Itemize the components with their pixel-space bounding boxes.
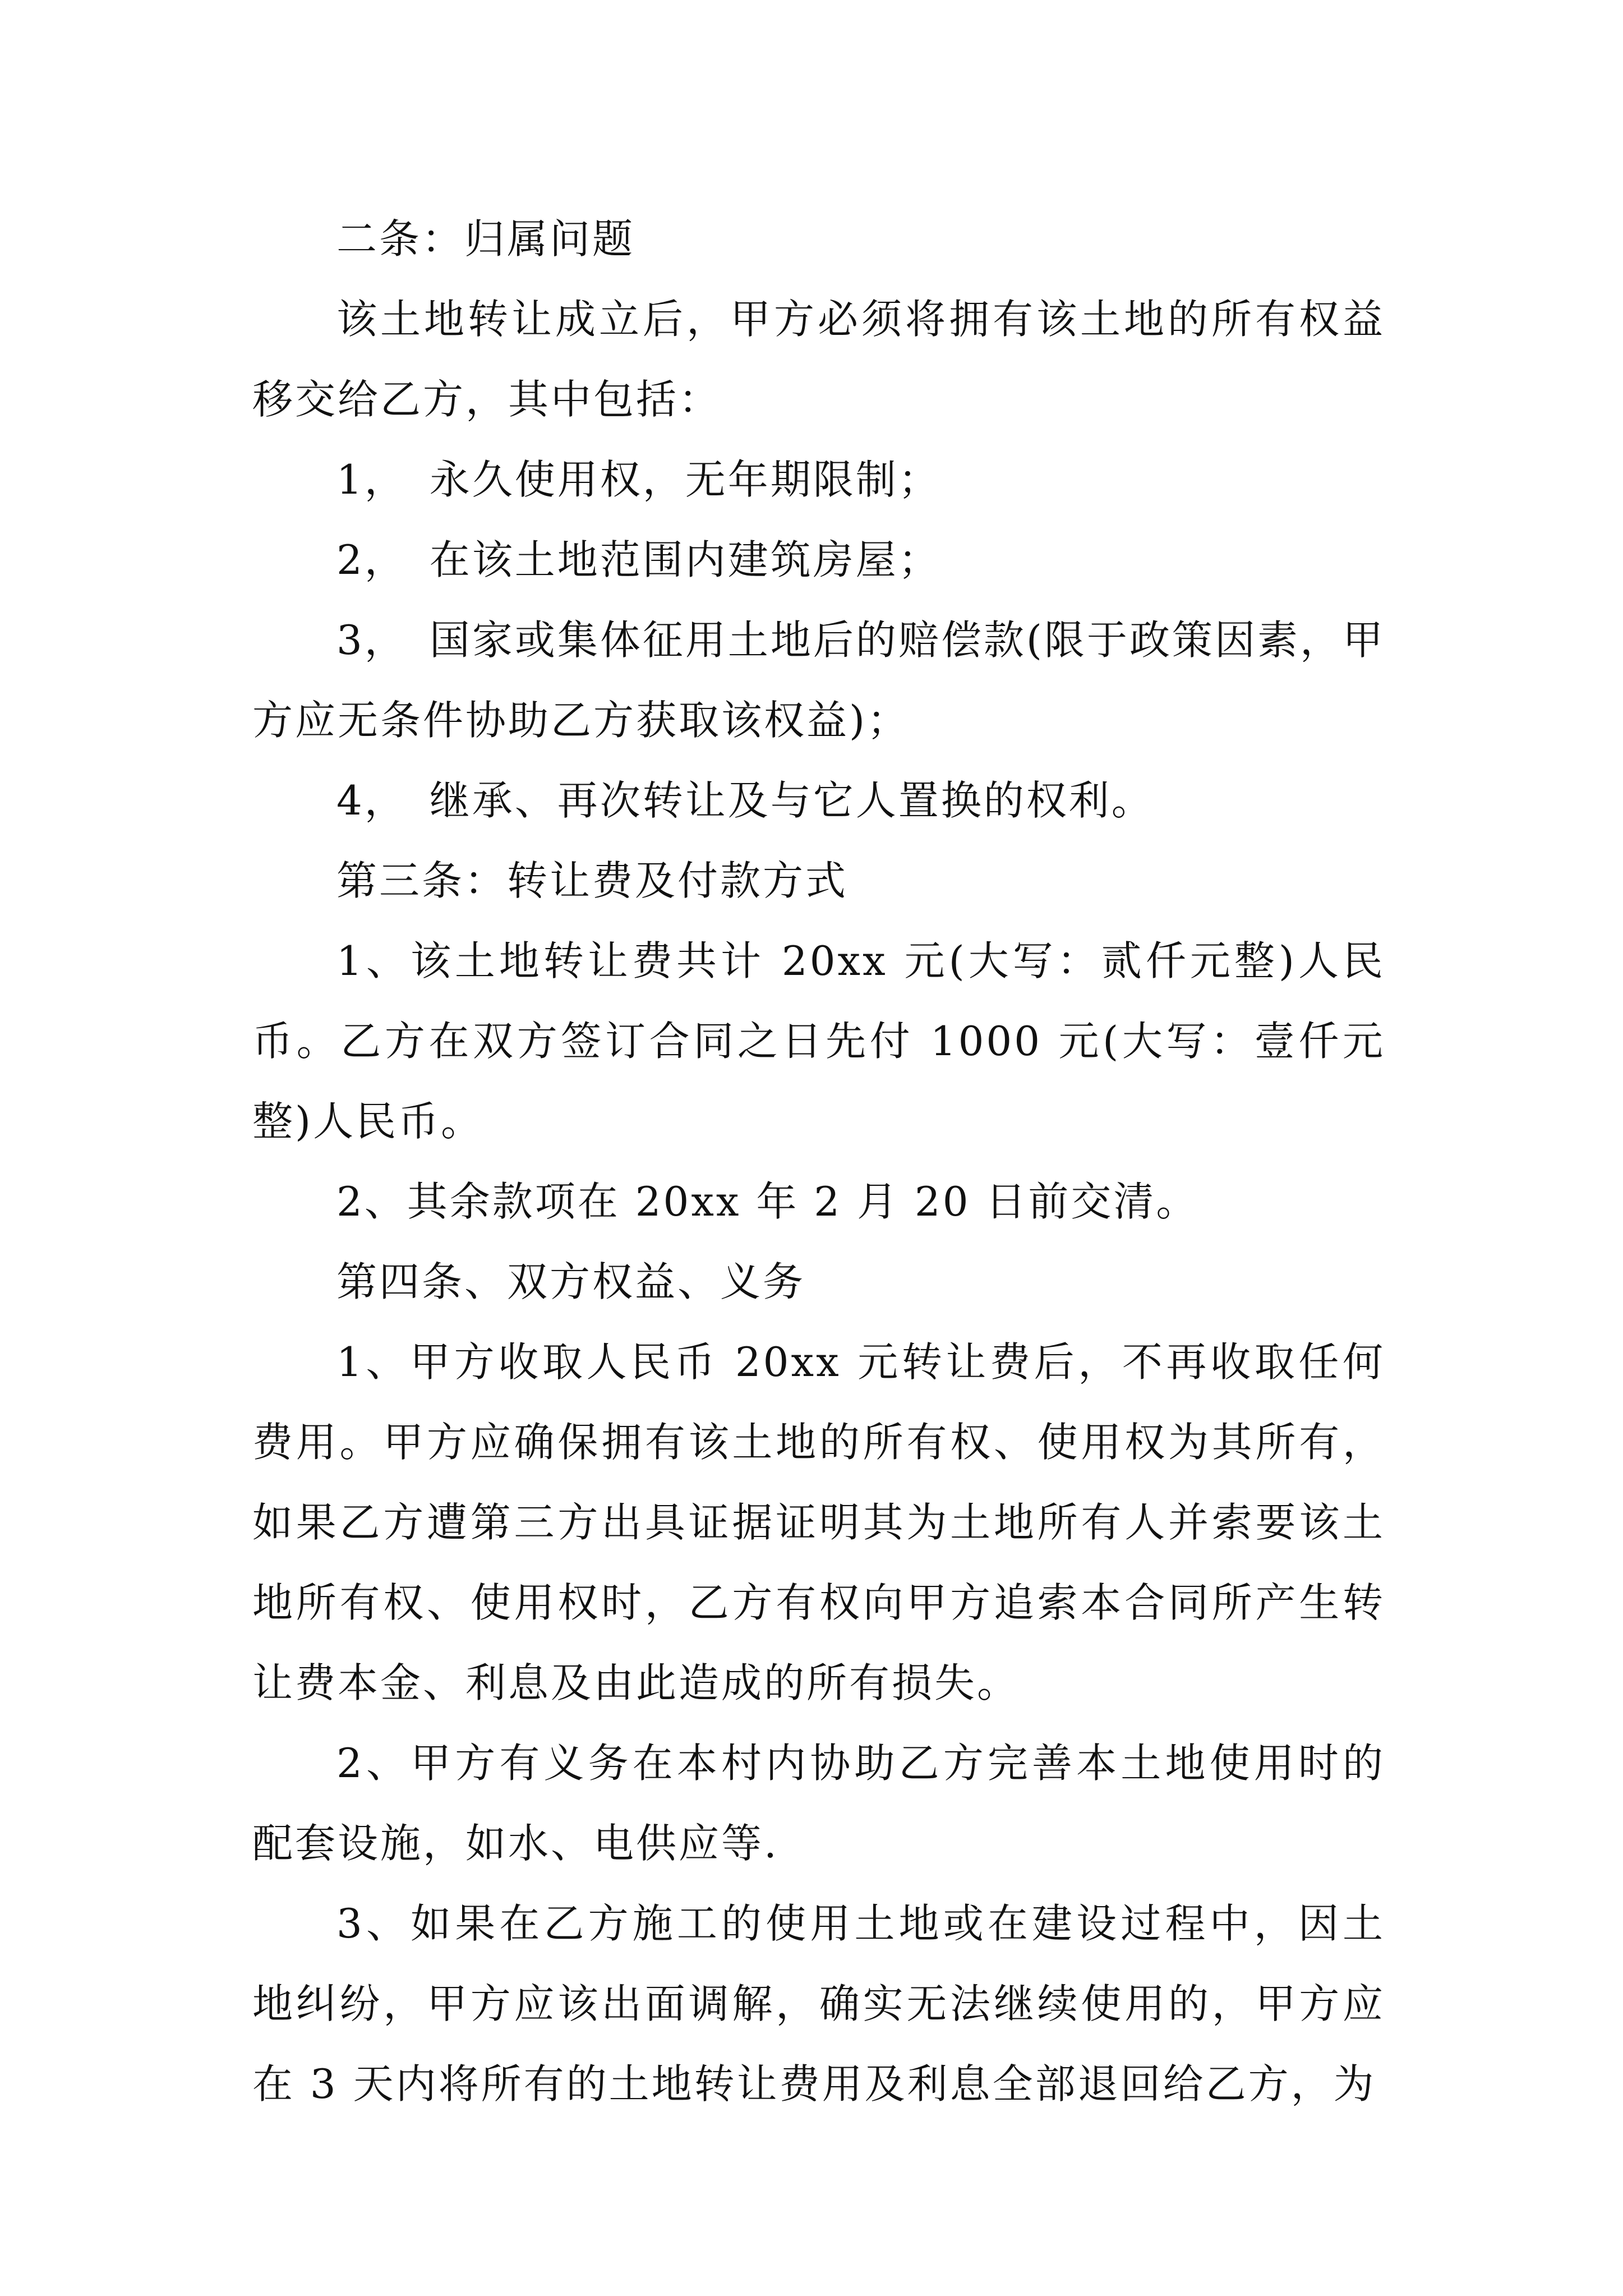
list-item-4: 4， 继承、再次转让及与它人置换的权利。 bbox=[336, 777, 1154, 824]
payment-clause-2: 2、其余款项在 20xx 年 2 月 20 日前交清。 bbox=[336, 1178, 1199, 1225]
section-heading-ownership: 二条：归属问题 bbox=[336, 215, 635, 263]
section-heading-payment: 第三条：转让费及付款方式 bbox=[336, 857, 849, 904]
list-item-3: 3， 国家或集体征用土地后的赔偿款(限于政策因素，甲方应无条件协助乙方获取该权益)； bbox=[252, 616, 1385, 744]
section-heading-obligations: 第四条、双方权益、义务 bbox=[336, 1258, 806, 1305]
obligation-clause-2: 2、甲方有义务在本村内协助乙方完善本土地使用时的配套设施，如水、电供应等. bbox=[252, 1740, 1385, 1867]
list-item-2: 2， 在该土地范围内建筑房屋； bbox=[336, 536, 941, 583]
obligation-clause-1: 1、甲方收取人民币 20xx 元转让费后，不再收取任何费用。甲方应确保拥有该土地的所有权、使用权为其所有，如果乙方遭第三方出具证据证明其为土地所有人并索要该土地所有权、使用权时，乙方有权向甲方追索本合同所产生转让费本金、利息及由此造成的所有损失。 bbox=[252, 1338, 1385, 1706]
payment-clause-1: 1、该土地转让费共计 20xx 元(大写：贰仟元整)人民币。乙方在双方签订合同之日先付 1000 元(大写：壹仟元整)人民币。 bbox=[252, 937, 1385, 1145]
document-body bbox=[252, 199, 1385, 2124]
obligation-clause-3: 3、如果在乙方施工的使用土地或在建设过程中，因土地纠纷，甲方应该出面调解，确实无法继续使用的，甲方应在 3 天内将所有的土地转让费用及利息全部退回给乙方，为 bbox=[252, 1900, 1385, 2108]
list-item-1: 1， 永久使用权，无年期限制； bbox=[336, 456, 941, 503]
paragraph-transfer-rights: 该土地转让成立后，甲方必须将拥有该土地的所有权益移交给乙方，其中包括： bbox=[252, 296, 1385, 423]
